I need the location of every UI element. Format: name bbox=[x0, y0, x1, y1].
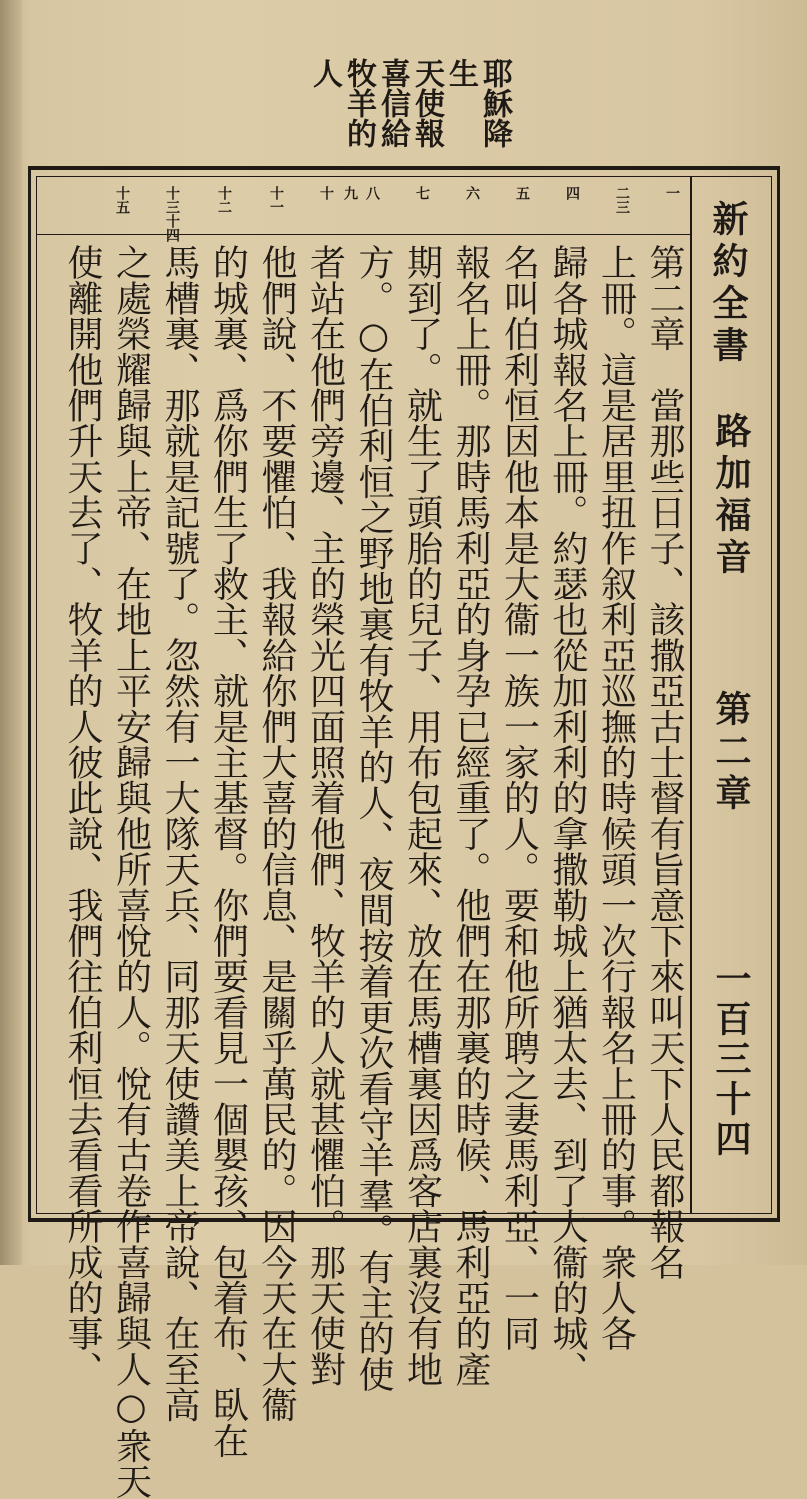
section-header bbox=[280, 58, 510, 158]
text-column: 之處榮耀歸與上帝、在地上平安歸與他所喜悅的人。悅有古卷作喜歸與人○衆天 bbox=[110, 244, 152, 1499]
verse-number: 八 bbox=[364, 186, 380, 200]
header-line-2: 生 bbox=[443, 58, 478, 88]
verse-number: 十五 bbox=[114, 186, 130, 214]
header-line-6: 人 bbox=[307, 58, 342, 88]
scripture-text bbox=[48, 244, 688, 1499]
running-title-book-collection: 新約全書 bbox=[707, 200, 749, 368]
text-column: 期到了。就生了頭胎的兒子、用布包起來、放在馬槽裏因爲客店裏沒有地 bbox=[401, 244, 443, 1387]
verse-number: 六 bbox=[464, 186, 480, 200]
page-number: 一百三十四 bbox=[710, 960, 752, 1160]
header-line-1: 耶穌降 bbox=[477, 58, 512, 148]
text-column: 他們說、不要懼怕、我報給你們大喜的信息、是關乎萬民的。因今天在大衞 bbox=[256, 244, 297, 1423]
verse-number: 一 bbox=[664, 186, 680, 200]
header-line-4: 喜信給 bbox=[375, 58, 410, 148]
verse-number: 十 bbox=[318, 186, 334, 200]
verse-number: 五 bbox=[514, 186, 530, 200]
verse-number: 四 bbox=[564, 186, 580, 200]
text-column: 者站在他們旁邊、主的榮光四面照着他們、牧羊的人就甚懼怕。那天使對 bbox=[304, 244, 346, 1387]
text-column: 名叫伯利恒因他本是大衞一族一家的人。要和他所聘之妻馬利亞、一同 bbox=[498, 244, 540, 1351]
header-line-3: 天使報 bbox=[409, 58, 444, 148]
text-column: 的城裏、爲你們生了救主、就是主基督。你們要看見一個嬰孩、包着布、臥在 bbox=[207, 244, 249, 1458]
side-title-divider bbox=[690, 176, 692, 1214]
verse-number: 十二 bbox=[216, 186, 232, 214]
verse-number: 九 bbox=[342, 186, 358, 200]
header-line-5: 牧羊的 bbox=[341, 58, 376, 148]
text-column: 馬槽裏、那就是記號了。忽然有一大隊天兵、同那天使讚美上帝說、在至高 bbox=[159, 244, 200, 1423]
verse-number-rule bbox=[36, 234, 692, 235]
book-spine-shadow bbox=[0, 0, 22, 1265]
running-title bbox=[698, 190, 760, 1190]
verse-number: 二三 bbox=[614, 186, 630, 214]
running-title-chapter: 第二章 bbox=[710, 690, 752, 816]
verse-number: 十三十四 bbox=[164, 186, 180, 242]
text-column: 方。○在伯利恒之野地裏有牧羊的人、夜間按着更次看守羊羣。有主的使 bbox=[353, 244, 394, 1392]
text-column: 第二章 當那些日子、該撒亞古士督有旨意下來叫天下人民都報名 bbox=[644, 244, 685, 1280]
text-column: 上冊。這是居里扭作叙利亞巡撫的時候頭一次行報名上冊的事。衆人各 bbox=[595, 244, 637, 1351]
text-column: 歸各城報名上冊。約瑟也從加利利的拿撒勒城上猶太去、到了大衞的城、 bbox=[547, 244, 588, 1387]
verse-number: 十一 bbox=[268, 186, 284, 214]
verse-number: 七 bbox=[414, 186, 430, 200]
text-column: 使離開他們升天去了、牧羊的人彼此說、我們往伯利恒去看看所成的事、 bbox=[62, 244, 103, 1387]
running-title-gospel: 路加福音 bbox=[710, 412, 752, 580]
text-column: 報名上冊。那時馬利亞的身孕已經重了。他們在那裏的時候、馬利亞的產 bbox=[450, 244, 491, 1387]
